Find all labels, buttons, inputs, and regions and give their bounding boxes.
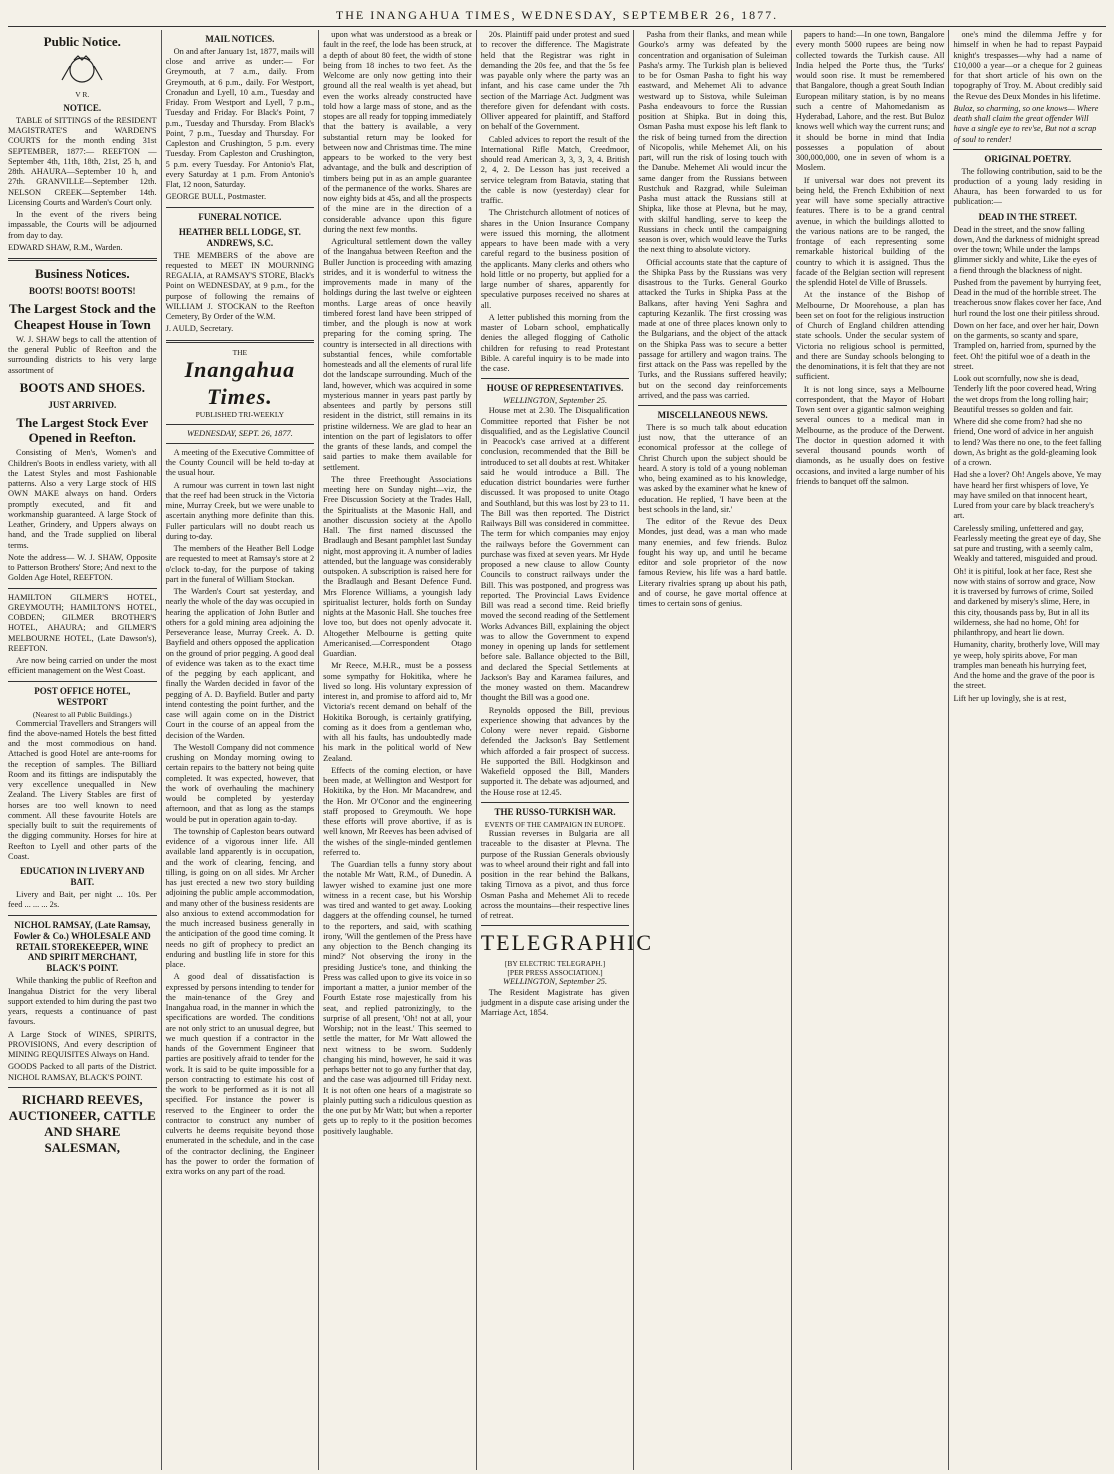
mail-notices-body: On and after January 1st, 1877, mails will close and arrive as under:— For Greymouth, at 7 a.m., daily. From Greymouth, at 6 p.m., daily. For Westport, Cronadun and Lyell, 10 a.m., Tuesday and Friday. From Westport and Lyell, 7 p.m., Tuesday and Friday. For Black's Point, 7 p.m., Tuesday and Thursday. From Black's Point, 7 p.m., Tuesday and Thursday. For Capleston and Crushington, 5 p.m. every Tuesday. From Capleston and Crushington, 5 p.m. every Tuesday. For Antonio's Flat, every Saturday at 1 p.m. From Antonio's Flat, 12 noon, Saturday. bbox=[165, 46, 315, 190]
dateline: WELLINGTON, September 25. bbox=[502, 977, 608, 987]
ramsay-stock: A Large Stock of WINES, SPIRITS, PROVISIONS, And every description of MINING REQUISITES Always on Hand. bbox=[8, 1029, 157, 1060]
post-office-hotel-heading: POST OFFICE HOTEL, WESTPORT bbox=[34, 685, 131, 707]
verse: Buloz, so charming, so one knows— Where death shall claim the great offender Will have a single eye to rev'se, But not a scrap of soul to render! bbox=[953, 103, 1099, 144]
issue-date: WEDNESDAY, SEPT. 26, 1877. bbox=[186, 428, 293, 438]
divider bbox=[166, 424, 315, 425]
column-7 bbox=[948, 30, 1106, 1470]
reeves-heading: RICHARD REEVES, AUCTIONEER, CATTLE AND SHARE SALESMAN, bbox=[8, 1091, 156, 1155]
shaw-stock-details: Consisting of Men's, Women's and Children's Boots in endless variety, with all the Latest Styles and most Fashionable patterns. Also a very Large stock of HIS OWN MAKE always on hand. Orders promptly executed, and fit and workmanship guaranteed. A large Stock of Leather, Grindery, and Uppers always on hand, and the Trade supplied on liberal terms. bbox=[8, 448, 157, 550]
poem-stanza: Carelessly smiling, unfettered and gay, Fearlessly meeting the great eye of day, She sat pure and trusting, with a seemly calm, Weakly and tattered, misguided and proud. bbox=[953, 523, 1101, 564]
poem-stanza: Had she a lover? Oh! Angels above, Ye may have heard her first whispers of love, Ye may have smiled on that innocent heart, Lured from your care by black treachery's art. bbox=[953, 470, 1102, 521]
mail-notices-heading: MAIL NOTICES. bbox=[205, 34, 275, 44]
royal-crest-icon bbox=[52, 52, 112, 88]
by-telegraph: [BY ELECTRIC TELEGRAPH.] bbox=[504, 959, 606, 969]
poem-stanza: Humanity, charity, brotherly love, Will may ye weep, holy spirits above, For man tramples man beneath his hurrying feet, And the home and the grave of the poor is the street. bbox=[953, 640, 1100, 691]
news-paragraph: Russian reverses in Bulgaria are all traceable to the disaster at Plevna. The purpose of the Russian Generals obviously was to wheel around their right and fall into position in the rear behind the Balkans, taking Tirnova as a pivot, and thus force Osman Pasha and Mehemet Ali to recede across the mountains—their respective lines of retreat. bbox=[480, 829, 630, 921]
column-1 bbox=[8, 30, 161, 1470]
news-paragraph: The three Freethought Associations meeting here on Sunday night—viz, the Free Discussion Society at the Trades Hall, the Spiritualists at the Masonic Hall, and another discussion society at the Apollo Hall. The first named discussed the Bradlaugh and Besant pamphlet last Sunday night, most approving it. A number of ladies attended, but the language was considerably outspoken. A subscription is raised here for the Bradlaugh and Besant Defence Fund. Mrs Florence Williams, a youngish lady spiritualist lecturer, holds forth on Sunday nights at the Masonic Hall. She touches free love too, but does not openly advocate it. Altogether Melbourne is getting quite Americanised.—Correspondent Otago Guardian. bbox=[323, 474, 472, 658]
divider bbox=[166, 207, 315, 208]
news-paragraph: one's mind the dilemma Jeffre y for himself in when he had to repast Paypaid knight's trespasses—why had a name of £10,000 a year—or a cheque for 2 guineas for that short article of his own on the topography of Troy. M. About credibly said the Revue des Deux Mondes in his lifetime. bbox=[953, 30, 1103, 101]
funeral-notice-body: THE MEMBERS of the above are requested to MEET IN MOURNING REGALIA, at RAMSAY'S STORE, Black's Point on WEDNESDAY, at 9 p.m., for the purpose of following the remains of WILLIAM J. STOCKAN to the Reefton Cemetery, By Order of the W.M. bbox=[165, 250, 315, 322]
boots-heading: BOOTS! BOOTS! BOOTS! bbox=[29, 286, 136, 297]
shaw-advert: W. J. SHAW begs to call the attention of the general Public of Reefton and the surrounding districts to his very large assortment of bbox=[8, 334, 157, 375]
news-paragraph: It is not long since, says a Melbourne correspondent, that the Mayor of Hobart Town sent over a gigantic salmon weighing several ounces to a medical man in Melbourne, as the produce of the Derwent. The doctor in question adorned it with several thousand pounds worth of diamonds, as he usually does on festive occasions, and invited a large number of his friends to banquet off the salmon. bbox=[795, 384, 945, 486]
news-paragraph: The Guardian tells a funny story about the notable Mr Watt, R.M., of Dunedin. A lawyer wished to examine just one more witness in a recent case, but his Worship was tired and wanted to get away. Looking daggers at the offending counsel, he turned to the reporters, and said, with scathing irony, 'Will the gentlemen of the Press have any objection to the Bench changing its mind?' Not observing the irony in the presiding Justice's tone, and thinking the Press was called upon to give its voice in so important a matter, a junior member of the Fourth Estate rose majestically from his seat, and replied patronizingly, to the surprise of all present, 'Oh! not at all, your Worship; not in the least.' This seemed to settle the matter, for Mr Watt allowed the next witness to be sworn. Suddenly changing his mind, however, he said it was perhaps better not to go any further that day, and the case was adjourned till Friday next. It is not often one hears of a magistrate so plainly putting such a ridiculous question as the one put by Mr Watt; but when a reporter gets up to reply to it the position becomes positively laughable. bbox=[323, 860, 472, 1136]
post-office-hotel-sub: (Nearest to all Public Buildings.) bbox=[32, 709, 132, 719]
court-sittings: TABLE of SITTINGS of the RESIDENT MAGISTRATE'S and WARDEN'S COURTS for the month ending 31st SEPTEMBER, 1877:— REEFTON — September 4th, 11th, 18th, 21st, 25 h, and 28th. AHAURA—September 10 h, and 27th. GRANVILLE—September 12th. NELSON CREEK—September 14th. Licensing Courts and Warden's Court only. bbox=[8, 115, 157, 207]
page-masthead: THE INANGAHUA TIMES, WEDNESDAY, SEPTEMBER 26, 1877. bbox=[8, 4, 1106, 27]
poem-stanza: Down on her face, and over her hair, Down on the garments, so scanty and spare, Trampled on, harried from, spurned by the feet. Oh! the pitiful woe of a death in the street. bbox=[953, 320, 1099, 371]
news-paragraph: The Warden's Court sat yesterday, and nearly the whole of the day was occupied in hearing the application of John Butler and others for a gold mining area adjoining the Perseverance lease, Murray Creek. A. D. Bayfield and others opposed the application on the ground of prior pegging. A good deal of evidence was taken as to the exact time of the pegging by each applicant, and finally the Warden decided in favor of the pegging of A. D. Bayfield. Butler and party intend contesting the point further, and the case will again come on in the District Court in the course of an appeal from the decision of the Warden. bbox=[165, 587, 315, 740]
news-paragraph: A letter published this morning from the master of Lobarn school, emphatically denies the alleged flogging of Catholic children for refusing to read Protestant Bible. A careful inquiry is to be made into the case. bbox=[480, 312, 630, 373]
dateline: WELLINGTON, September 25. bbox=[502, 396, 608, 406]
shaw-address: Note the address— W. J. SHAW, Opposite to Patterson Brothers' Store; And next to the Golden Age Hotel, REEFTON. bbox=[8, 552, 157, 583]
crest-letters: V R. bbox=[75, 89, 90, 99]
notice-heading: NOTICE. bbox=[63, 103, 102, 113]
news-paragraph: The Christchurch allotment of notices of shares in the Union Insurance Company were issued this morning, the allotment appears to have been made with a very careful regard to the business position of the applicants. Many clerks and others who hold little or no property, but applied for a large number of shares, apparently for speculative purposes received no shares at all. bbox=[480, 208, 630, 310]
flood-notice: In the event of the rivers being impassable, the Courts will be adjourned from day to day. bbox=[8, 210, 157, 240]
boots-shoes-heading: BOOTS AND SHOES. bbox=[19, 379, 145, 395]
news-paragraph: Official accounts state that the capture of the Shipka Pass by the Russians was very disastrous to the Turks. General Gourko attacked the Turks in Shipka Pass at the Balkans, after having Yeni Saghra and capturing Kezanlik. The first crossing was made at one of three places known only to the Bulgarians, and the object of the attack on the Shipka Pass was to secure a better passage for artillery and wagon trains. The first attack on the Pass was repelled by the Turks, and the Russians suffered heavily; but on the second day reinforcements arrived, and the pass was carried. bbox=[638, 257, 787, 400]
post-office-hotel-body: Commercial Travellers and Strangers will find the above-named Hotels the best fitted and the most commodious on hand. Attached is good Hotel are ante-rooms for the reception of samples. The Billiard Room and its fittings are indisputably the very excellence unequalled in New Zealand. The Livery Stables are first of horses are too well known to need comment. All these favourite Hotels are specially built to suit the requirements of the digging community. Horses for hire at Reefton to Lyell and other parts of the Coast. bbox=[8, 718, 157, 861]
divider bbox=[481, 925, 630, 926]
column-container bbox=[8, 30, 1106, 1470]
news-paragraph: Reynolds opposed the Bill, previous experience showing that advances by the Colony were never repaid. Gisborne defended the Jackson's Bay Settlement which afforded a fair prospect of success. He supported the Bill. Hodgkinson and Wakefield opposed the Bill, Manders supported it. The debate was adjourned, and the House rose at 12.45. bbox=[480, 705, 630, 797]
original-poetry-heading: ORIGINAL POETRY. bbox=[984, 153, 1072, 164]
masthead-the: THE bbox=[232, 347, 248, 357]
news-paragraph: A good deal of dissatisfaction is expressed by persons intending to tender for the main-tenance of the Grey and Inangahua road, in the manner in which the specifications are worded. The conditions are not only strict to an unusual degree, but we much question if a contractor in the hands of the Government Engineer that parties are positively afraid to tender for the work. It is said to be quite impossible for a person contracting to estimate his cost of the work to be performed as it is not all specified. For instance the power is reserved to the Engineer to order the contractor to construct any number of culverts he deems requisite beyond those enumerated in the schedule, and in the case of the contractor declining, the Engineer has the power to order the formation of extra works on any part of the road. bbox=[165, 972, 315, 1177]
divider bbox=[8, 681, 157, 682]
poem-stanza: Look out scornfully, now she is dead, Tenderly lift the poor covered head, Wring the wet drops from the long rolling hair; Beautiful tresses so golden and fair. bbox=[953, 374, 1097, 414]
telegraphic-heading: TELEGRAPHIC bbox=[480, 930, 654, 956]
secretary-signature: J. AULD, Secretary. bbox=[165, 324, 234, 334]
poem-intro: The following contribution, said to be the production of a young lady residing in Ahaura, has been forwarded to us for publication:— bbox=[953, 166, 1103, 207]
divider bbox=[166, 443, 315, 444]
news-paragraph: papers to hand:—In one town, Bangalore every month 5000 rupees are being now collected towards the Turkish cause. All India helped the Porte thus, the 'Turks' would soon rise. It must be remembered that Bangalore, though a great South Indian European military station, is by no means such a centre of Mahomedanism as Hyderabad, Lahore, and the rest. But Buloz knows well which way the current runs; and it should be borne in mind that India possesses a population of about 300,000,000, one in seven of whom is a Moslem. bbox=[795, 30, 945, 173]
livery-prices: Livery and Bait, per night ... 10s. Per feed ... ... ... 2s. bbox=[8, 890, 157, 910]
news-paragraph: The Westoll Company did not commence crushing on Monday morning owing to certain repairs to the battery not being quite completed. It was expected, however, that the work of overhauling the machinery would be completed by yesterday afternoon, and that as long as the stamps would be put in operation again to-day. bbox=[165, 742, 315, 824]
column-5 bbox=[633, 30, 791, 1470]
gilmer-hotels-tail: Are now being carried on under the most efficient management on the West Coast. bbox=[8, 656, 157, 676]
divider bbox=[8, 915, 157, 916]
divider bbox=[638, 405, 787, 406]
column-4 bbox=[476, 30, 654, 1470]
poem-stanza: Dead in the street, and the snow falling down, And the darkness of midnight spread over the town; While under the lamps glimmer sickly and white, Like the eyes of a fiend through the blackness of night. bbox=[953, 224, 1100, 275]
poem-stanza: Pushed from the pavement by hurrying feet, Dead in the mud of the horrible street. The treacherous snow flakes cover her face, And hurl round the lost one their pitiless shroud. bbox=[953, 277, 1102, 318]
misc-news-heading: MISCELLANEOUS NEWS. bbox=[657, 410, 768, 420]
news-paragraph: A meeting of the Executive Committee of the County Council will be held to-day at the usual hour. bbox=[165, 447, 315, 478]
divider bbox=[8, 258, 157, 261]
news-paragraph: The Resident Magistrate has given judgment in a dispute case arising under the Marriage Act, 1854. bbox=[480, 987, 630, 1018]
house-heading: HOUSE OF REPRESENTATIVES. bbox=[486, 383, 624, 394]
poem-stanza: Oh! it is pitiful, look at her face, Rest she now with stains of sorrow and grace, Now it is traversed by furrows of crime, Soiled and darkened by misery's slime, Here, in this city, thousands pass by, But in all its wilderness, she had no home, Oh! for philanthropy, and heart lie down. bbox=[953, 566, 1096, 638]
paper-title: Inangahua Times. bbox=[184, 356, 296, 409]
news-paragraph: Effects of the coming election, or have been made, at Wellington and Westport for Hokitika, by the Hon. Mr Macandrew, and the Hon. Mr O'Conor and the engineering staff proposed to Greymouth. We hope these efforts will prove abortive, if as is well known, Mr Reeves has been advised of the wishes of the single-minded gentlemen referred to. bbox=[323, 765, 472, 857]
news-paragraph: The township of Capleston bears outward evidence of a vigorous inner life. All available land apparently is in occupation, and the work of clearing, fencing, and tilling, is going on on all sides. Mr Archer has just erected a new two story building adjoining the public ample accommodation, and many other of the business residents are also anxious to extend accommodation for the much increased business generally in the anticipation of the good time coming. It needs no gift of prophecy to predict an enduring and bustling life in store for this place. bbox=[165, 826, 315, 970]
news-paragraph: If universal war does not prevent its being held, the French Exhibition of next year will have some specially attractive features. There is to be a grand central avenue, in which the buildings allotted to the various nations are to be ranged, the frontage of each representing some remarkable historical building of the country to which it is assigned. Thus the facade of the Belgian section will represent the splendid Hotel de Ville of Brussels. bbox=[795, 175, 945, 287]
largest-ever-heading: The Largest Stock Ever Opened in Reefton. bbox=[16, 414, 149, 446]
lodge-name: HEATHER BELL LODGE, ST. ANDREWS, S.C. bbox=[178, 226, 301, 248]
column-2 bbox=[161, 30, 319, 1470]
largest-stock-heading: The Largest Stock and the Cheapest House in Town bbox=[8, 301, 156, 332]
ramsay-goods: GOODS Packed to all parts of the District. NICHOL RAMSAY, BLACK'S POINT. bbox=[8, 1062, 157, 1082]
column-6 bbox=[791, 30, 949, 1470]
news-paragraph: Mr Reece, M.H.R., must be a possess some sympathy for Hokitika, where he lived so long. His voluntary expression of interest in, and promise to afford aid to, Mr Victoria's recent demand on behalf of the Hokitika Borough, is certainly gratifying, coming as it does from a gentleman who, with all his faults, has undoubtedly made his mark in the political world of New Zealand. bbox=[323, 661, 472, 763]
postmaster-signature: GEORGE BULL, Postmaster. bbox=[165, 192, 267, 202]
public-notice-heading: Public Notice. bbox=[43, 34, 121, 49]
divider bbox=[481, 378, 630, 379]
news-paragraph: Agricultural settlement down the valley of the Inangahua between Reefton and the Buller Junction is proceeding with amazing strides, and it is wonderful to witness the improvements made in many of the holdings during the last twelve or eighteen months. Large areas of once heavily timbered forest land have been stripped of timber, and the plough is now at work preparing for the coming spring. The country is intersected in all directions with substantial fences, while comfortable homesteads and all the elements of rural life dot the landscape surrounding. Much of the land, however, which was acquired in some mysterious manner in years past partly by absentees and partly by persons still resident in the district, still remains in its pristine wilderness. We are glad to hear an intention on the part of legislators to offer the grants of these lands, and compel the said parties to make them available for settlement. bbox=[323, 237, 472, 472]
divider bbox=[8, 588, 157, 589]
magistrate-signature: EDWARD SHAW, R.M., Warden. bbox=[8, 242, 123, 252]
funeral-notice-heading: FUNERAL NOTICE. bbox=[198, 211, 282, 222]
business-notices-heading: Business Notices. bbox=[34, 266, 130, 282]
poem-last-line: Lift her up lovingly, she is at rest, bbox=[953, 693, 1067, 703]
paper-masthead bbox=[166, 348, 315, 444]
divider bbox=[953, 149, 1102, 150]
war-heading: THE RUSSO-TURKISH WAR. bbox=[494, 806, 616, 817]
livery-heading: EDUCATION IN LIVERY AND BAIT. bbox=[20, 866, 145, 888]
divider bbox=[481, 802, 630, 803]
news-paragraph: At the instance of the Bishop of Melbourne, Dr Moorehouse, a plan has been set on foot for the religious instruction of Church of England children attending state schools. Under the secular system of Victoria no religious school is permitted, and there are Sunday schools belonging to the denominations, it is felt that they are not sufficient. bbox=[795, 290, 945, 382]
ramsay-heading: NICHOL RAMSAY, (Late Ramsay, Fowler & Co.) WHOLESALE AND RETAIL STOREKEEPER, WINE AND SPIRIT MERCHANT, BLACK'S POINT. bbox=[13, 919, 151, 974]
divider bbox=[8, 1087, 157, 1088]
news-paragraph: House met at 2.30. The Disqualification Committee reported that Fisher be not disqualified, and as the Legislative Council in Peacock's case arrived at a different conclusion, recommended that the Bill be introduced to set all doubts at rest. Whitaker said he would introduce a Bill. The education district boundaries were further discussed. It was proposed to unite Otago and Southland, but this was lost by 23 to 11. The Bill was then reported. The District Railways Bill was considered in committee. The term for which companies may enjoy the railways before the Government can purchase was fixed at seven years. Mr Hyde proposed a new clause to allow County Councils to construct railways under the Bill. This was postponed, and progress was reported. The Provincial Laws Evidence Bill was read a second time. Reid briefly moved the second reading of the Settlement Works Advances Bill, explaining the object was to allow the Government to expend money in opening up lands for settlement before sale. Ballance objected to the Bill, and declared the Special Settlements at Jackson's Bay and Karamea failures, and the money wasted on them. Macandrew thought the Bill was a good one. bbox=[480, 406, 630, 703]
news-paragraph: There is so much talk about education just now, that the utterance of an economical professor at the college of Christ Church upon the subject should be heard. A story is told of a young nobleman who, being examined as to his knowledge, was asked by the examiner what he knew of education. He replied, 'I have been at the best schools in the land, sir.' bbox=[638, 422, 787, 514]
news-paragraph: The members of the Heather Bell Lodge are requested to meet at Ramsay's store at 2 o'clock to-day, for the purpose of taking part in the funeral of William Stockan. bbox=[165, 544, 315, 584]
news-paragraph: Pasha from their flanks, and mean while Gourko's army was defeated by the concentration and organisation of Suleiman Pasha's army. The Turkish plan is believed to be for Osman Pasha to fight his way eastward, and Mehemet Ali to advance westward up to Sistova, while Suleiman Pasha endeavours to force the Russian position at Shipka. But in doing this, Osman Pasha must expose his left flank to the risk of being turned from the direction of Nicopolis, while Mehemet Ali, on his part, will run the risk of losing touch with the Danube. Mehemet Ali would incur the same danger from the Russians between Rustchuk and Razgrad, while Suleiman Pasha must attack the Russians still at Shipka, like those at Plevna, but he may, with skilful handling, serve to keep the Russians in check until the campaigning season is over, which would leave the Turks the next thing to absolute victory. bbox=[638, 30, 787, 255]
published-line: PUBLISHED TRI-WEEKLY bbox=[195, 410, 285, 420]
news-paragraph: The editor of the Revue des Deux Mondes, just dead, was a man who made many enemies, and few friends. Buloz fought his way up, and until he became editor and sole proprietor of the now famous Review, his life was a hard battle. Literary rivalries sprang up about his path, and of course, he gave mortal offence at times to certain sons of genius. bbox=[638, 517, 787, 609]
gilmer-hotels: HAMILTON GILMER'S HOTEL, GREYMOUTH; HAMILTON'S HOTEL, COBDEN; GILMER BROTHER'S HOTEL, AHAURA; and GILMER'S MELBOURNE HOTEL, (Late Dawson's), REEFTON. bbox=[8, 592, 157, 653]
news-paragraph: A rumour was current in town last night that the reef had been struck in the Victoria mine, Murray Creek, but we were unable to ascertain anything more definite than this. Fuller particulars will no doubt reach us during to-day. bbox=[165, 480, 315, 541]
war-subheading: EVENTS OF THE CAMPAIGN IN EUROPE. bbox=[484, 819, 626, 829]
press-association: [PER PRESS ASSOCIATION.] bbox=[507, 968, 603, 978]
news-paragraph: upon what was understood as a break or fault in the reef, the lode has been struck, at a depth of about 80 feet, the width of stone being from 18 inches to two feet. As the Welcome are only now getting into their ground all the real wealth is yet ahead, but even the works already constructed have told how a large mass of stone, and as the stopes are all ready for topping immediately that the battery is available, a very substantial return may be looked for between now and Christmas time. The mine appears to be worked to the very best advantage, and the bulk and description of timbers being put in as an ample guarantee of the permanence of the works. Shares are now eighty bids at 45s, and all the prospects of the mine are in the direction of a considerable advance upon this figure during the next few months. bbox=[323, 30, 472, 234]
news-paragraph: 20s. Plaintiff paid under protest and sued to recover the difference. The Magistrate held that the Registrar was right in demanding the 20s fee, and that the 5s fee was payable only where the party was an infant, and his case came under the 7th section of the Marriage Act. Judgment was therefore given for defendant with costs. Olliver appeared for plaintiff, and Stafford on behalf of the Government. bbox=[480, 30, 630, 132]
news-paragraph: Cabled advices to report the result of the International Rifle Match, Creedmoor, should read American 3, 3, 3, 3, 4. British 2, 4, 2. De Lesson has just received a service telegram from Batavia, stating that the cable is now (yesterday) clear for traffic. bbox=[480, 134, 630, 205]
poem-title: DEAD IN THE STREET. bbox=[978, 211, 1077, 222]
just-arrived: JUST ARRIVED. bbox=[48, 399, 117, 410]
ramsay-body: While thanking the public of Reefton and Inangahua District for the very liberal support extended to him during the past two years, requests a continuance of past favours. bbox=[8, 976, 157, 1027]
divider bbox=[166, 340, 315, 343]
column-3 bbox=[318, 30, 476, 1470]
poem-stanza: Where did she come from? had she no friend, One word of advice in her anguish to lend? Was there no one, to the feet falling down, As bright as the gold-gleaming look of a crown. bbox=[953, 417, 1102, 468]
